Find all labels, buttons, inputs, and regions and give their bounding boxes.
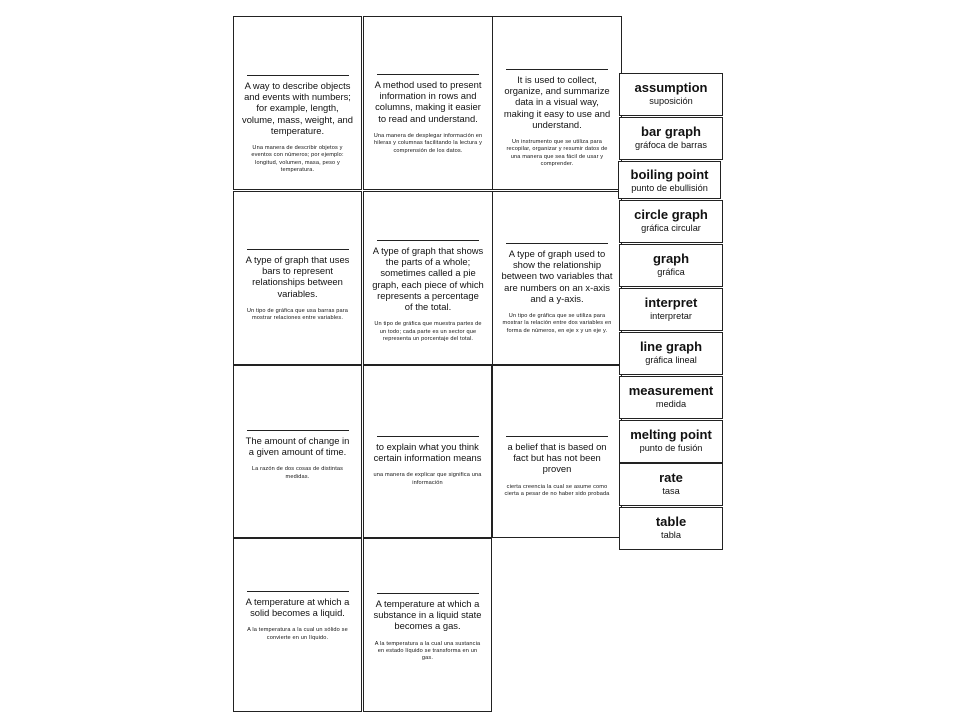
term-english: boiling point (630, 167, 709, 182)
answer-line (506, 69, 608, 70)
definition-card-line-graph[interactable] (492, 191, 622, 365)
term-spanish: tasa (662, 486, 680, 496)
definition-english: A temperature at which a substance in a liquid state becomes a gas. (373, 598, 482, 632)
answer-line (247, 591, 349, 592)
definition-card-measurement[interactable] (233, 16, 362, 190)
term-english: table (655, 514, 687, 529)
term-english: line graph (639, 339, 703, 354)
answer-line (247, 249, 349, 250)
definition-english: A temperature at which a solid becomes a liquid. (245, 596, 350, 619)
term-english: interpret (644, 295, 698, 310)
answer-line (506, 243, 608, 244)
term-spanish: punto de fusión (639, 443, 703, 453)
definition-english: a belief that is based on fact but has not been proven (507, 441, 607, 475)
definition-card-melting-point[interactable] (233, 538, 362, 712)
definition-card-graph[interactable] (492, 16, 622, 190)
term-english: bar graph (641, 124, 701, 139)
definition-spanish: Un tipo de gráfica que se utiliza para mostrar la relación entre dos variables en forma de números, en eje x y un eje y. (502, 313, 612, 334)
term-card-interpret[interactable] (619, 288, 723, 331)
term-spanish: gráfica lineal (645, 355, 697, 365)
definition-english: A method used to present information in rows and columns, making it easier to read and understand. (374, 79, 482, 124)
definition-english: to explain what you think certain information means (373, 441, 482, 464)
definition-spanish: Un instrumento que se utiliza para recopilar, organizar y resumir datos de una manera que sea fácil de usar y comprender. (506, 139, 608, 168)
answer-line (247, 75, 349, 76)
term-spanish: gráfica circular (641, 223, 701, 233)
term-card-measurement[interactable] (619, 376, 723, 419)
definition-card-interpret[interactable] (363, 365, 492, 538)
definition-card-boiling-point[interactable] (363, 538, 492, 712)
definition-spanish: La razón de dos cosas de distintas medidas. (251, 466, 344, 480)
definition-card-table[interactable] (363, 16, 493, 190)
definition-card-rate[interactable] (233, 365, 362, 538)
term-spanish: punto de ebullisión (631, 183, 708, 193)
definition-spanish: Una manera de describir objetos y eventos con números; por ejemplo: longitud, volumen, masa, peso y temperatura. (251, 145, 344, 174)
term-spanish: gráfica (657, 267, 685, 277)
term-spanish: tabla (661, 530, 681, 540)
term-english: measurement (628, 383, 714, 398)
term-card-table[interactable] (619, 507, 723, 550)
term-card-assumption[interactable] (619, 73, 723, 116)
definition-english: The amount of change in a given amount of time. (245, 435, 350, 458)
definition-card-circle-graph[interactable] (363, 191, 493, 365)
definition-spanish: A la temperatura a la cual una sustancia en estado líquido se transforma en un gas. (374, 640, 481, 662)
answer-line (377, 74, 479, 75)
term-card-graph[interactable] (619, 244, 723, 287)
term-english: graph (652, 251, 690, 266)
answer-line (377, 593, 479, 594)
answer-line (377, 240, 479, 241)
answer-line (247, 430, 349, 431)
answer-line (506, 436, 608, 437)
term-english: rate (659, 470, 683, 485)
term-spanish: medida (655, 399, 687, 409)
term-card-boiling-point[interactable] (618, 161, 721, 199)
definition-english: It is used to collect, organize, and summarize data in a visual way, making it easy to use and understand. (503, 74, 611, 130)
term-spanish: suposición (649, 96, 693, 106)
term-spanish: interpretar (650, 311, 692, 321)
definition-spanish: A la temperatura a la cual un sólido se convierte en un líquido. (247, 627, 348, 641)
definition-english: A type of graph that shows the parts of a whole; sometimes called a pie graph, each piece of which represents a percentage of the total. (372, 245, 484, 313)
definition-spanish: cierta creencia la cual se asume como cierta a pesar de no haber sido probada (504, 483, 610, 498)
answer-line (377, 436, 479, 437)
definition-english: A way to describe objects and events with numbers; for example, length, volume, mass, weight, and temperature. (242, 80, 353, 136)
term-spanish: gráfoca de barras (634, 140, 707, 150)
definition-card-assumption[interactable] (492, 365, 622, 538)
definition-english: A type of graph that uses bars to represent relationships between variables. (245, 254, 350, 299)
term-card-rate[interactable] (619, 463, 723, 506)
definition-english: A type of graph used to show the relationship between two variables that are numbers on an x-axis and a y-axis. (501, 248, 613, 304)
definition-spanish: una manera de explicar que significa una información (373, 472, 482, 486)
term-card-line-graph[interactable] (619, 332, 723, 375)
term-english: assumption (634, 80, 708, 95)
definition-card-bar-graph[interactable] (233, 191, 362, 365)
term-card-melting-point[interactable] (619, 420, 723, 463)
definition-spanish: Un tipo de gráfica que usa barras para mostrar relaciones entre variables. (246, 307, 349, 322)
definition-spanish: Una manera de desplegar información en hileras y columnas facilitando la lectura y comprensión de los datos. (373, 132, 483, 154)
term-card-circle-graph[interactable] (619, 200, 723, 243)
term-english: melting point (630, 427, 712, 442)
term-english: circle graph (634, 207, 708, 222)
definition-spanish: Un tipo de gráfica que muestra partes de un todo; cada parte es un sector que representa un porcentaje del total. (374, 321, 482, 343)
term-card-bar-graph[interactable] (619, 117, 723, 160)
